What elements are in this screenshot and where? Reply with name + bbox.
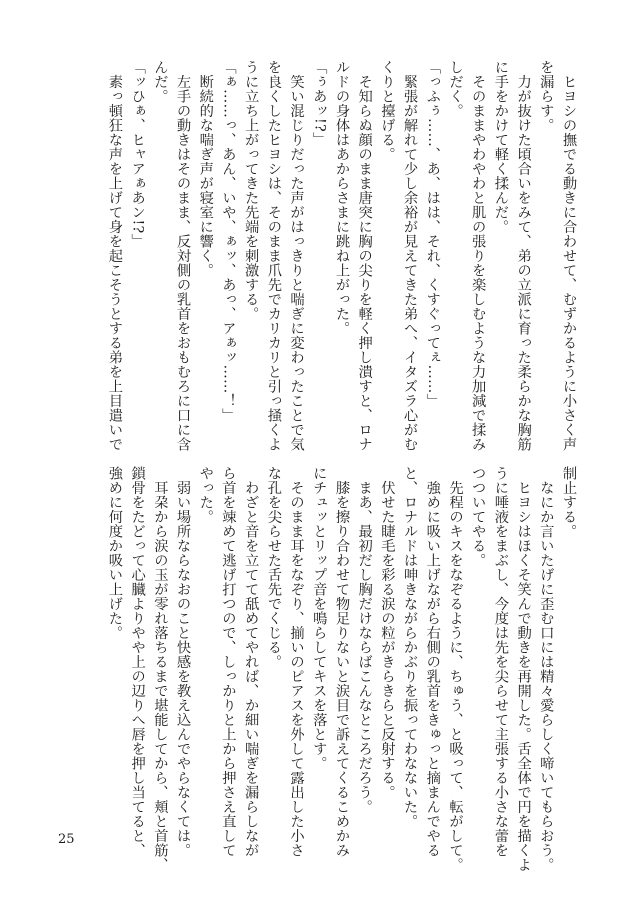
text-line: 先程のキスをなぞるように、ちゅう、と吸って、転がして。 xyxy=(447,466,464,872)
text-line: 耳朶から涙の玉が零れ落ちるまで堪能してから、頬と首筋、 xyxy=(152,466,169,872)
text-line: 笑い混じりだった声がはっきりと喘ぎに変わったことで気 xyxy=(288,60,305,452)
upper-text-block xyxy=(106,60,580,452)
text-line: そのまま耳をなぞり、揃いのピアスを外して露出した小さ xyxy=(288,466,305,858)
text-line: 左手の動きはそのまま、反対側の乳首をおもむろに口に含 xyxy=(175,60,192,452)
lower-text-block xyxy=(106,466,580,872)
text-line: やった。 xyxy=(197,466,214,524)
text-line: に手をかけて軽く揉んだ。 xyxy=(492,60,509,234)
text-line: 制止する。 xyxy=(561,466,577,539)
text-line: なにか言いたげに歪む口には精々愛らしく啼いてもらおう。 xyxy=(538,466,555,872)
text-line: ルドの身体はあからさまに跳ね上がった。 xyxy=(333,60,350,336)
text-line: 力が抜けた頃合いをみて、弟の立派に育った柔らかな胸筋 xyxy=(515,60,532,452)
text-line: ヒヨシの撫でる動きに合わせて、むずかるように小さく声 xyxy=(561,60,577,452)
text-line: 強めに吸い上げながら右側の乳首をきゅっと摘まんでやる xyxy=(424,466,441,858)
text-line: 「ッひぁ、ヒャアぁあン!?」 xyxy=(129,60,146,248)
text-line: うに立ち上がってきた先端を刺激する。 xyxy=(243,60,260,321)
text-line: 素っ頓狂な声を上げて身を起こそうとする弟を上目遣いで xyxy=(106,60,123,452)
text-line: んだ。 xyxy=(152,60,169,104)
text-line: くりと擡げる。 xyxy=(379,60,396,162)
text-line: 伏せた睫毛を彩る涙の粒がきらきらと反射する。 xyxy=(379,466,396,800)
text-line: うに唾液をまぶし、今度は先を尖らせて主張する小さな蕾を xyxy=(492,466,509,858)
page-number: 25 xyxy=(58,832,75,847)
text-line: 「っふぅ……、あ、はは、それ、くすぐってぇ……」 xyxy=(424,60,441,408)
text-line: 「ぅあッ!?」 xyxy=(311,60,328,147)
text-line: わざと音を立てて舐めてやれば、か細い喘ぎを漏らしなが xyxy=(243,466,260,858)
text-line: を漏らす。 xyxy=(538,60,555,133)
text-line: 強めに何度か吸い上げた。 xyxy=(106,466,123,640)
text-line: まあ、最初だし胸だけならばこんなところだろう。 xyxy=(356,466,373,814)
text-line: ヒヨシはほくそ笑んで動きを再開した。舌全体で円を描くよ xyxy=(515,466,532,872)
text-line: にチュッとリップ音を鳴らしてキスを落とす。 xyxy=(311,466,328,771)
text-line: と、ロナルドは呻きながらかぶりを振ってわなないた。 xyxy=(402,466,419,829)
text-line: な孔を尖らせた舌先でくじる。 xyxy=(265,466,282,669)
text-line: つついてやる。 xyxy=(470,466,487,568)
text-line: 「ぁ……っ、あん、いや、ぁッ、あっ、アぁッ……！」 xyxy=(220,60,237,423)
text-line: しだく。 xyxy=(447,60,464,118)
text-line: を良くしたヒヨシは、そのまま爪先でカリカリと引っ掻くよ xyxy=(265,60,282,452)
text-line: 断続的な喘ぎ声が寝室に響く。 xyxy=(197,60,214,278)
text-line: ら首を竦めて逃げ打つので、しっかりと上から押さえ直して xyxy=(220,466,237,858)
text-line: 鎖骨をたどって心臓よりやや上の辺りへ唇を押し当てると、 xyxy=(129,466,146,858)
text-line: 弱い場所ならなおのこと快感を教え込んでやらなくては。 xyxy=(175,466,192,858)
text-line: 緊張が解れて少し余裕が見えてきた弟へ、イタズラ心がむ xyxy=(402,60,419,452)
text-line: そ知らぬ顔のまま唐突に胸の尖りを軽く押し潰すと、ロナ xyxy=(356,60,373,452)
text-line: 膝を擦り合わせて物足りないと涙目で訴えてくるこめかみ xyxy=(333,466,350,858)
text-line: そのままやわやわと肌の張りを楽しむような力加減で揉み xyxy=(470,60,487,452)
